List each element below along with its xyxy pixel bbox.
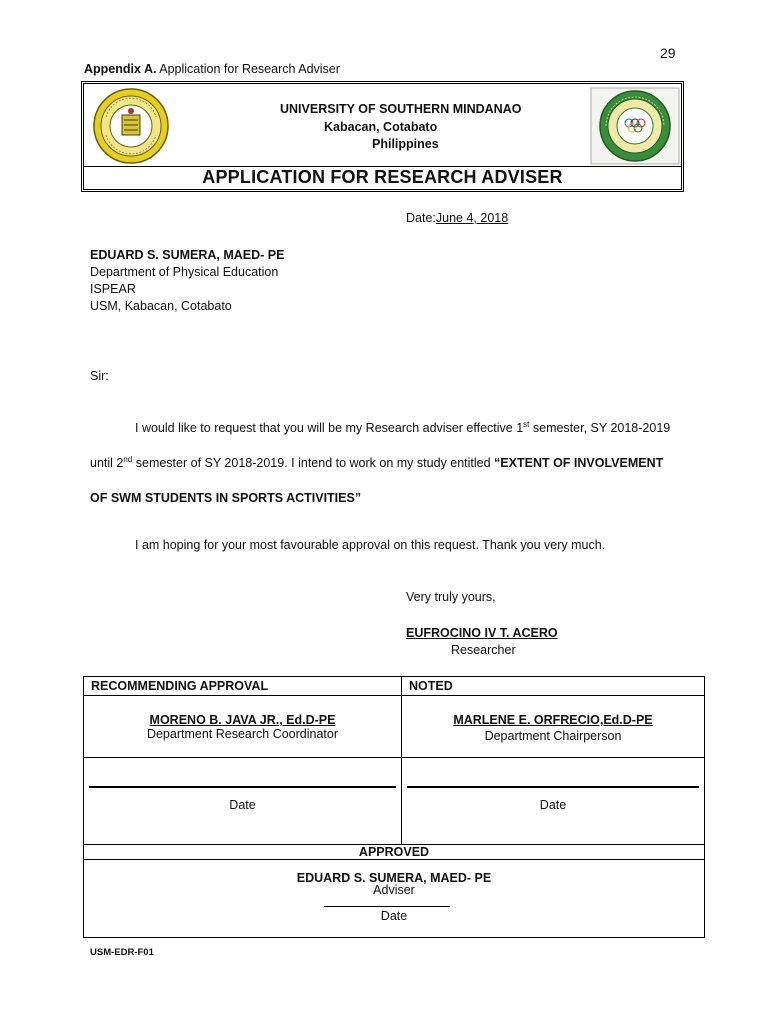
adviser-row — [84, 860, 705, 938]
appendix-caption — [84, 62, 340, 76]
date-label: Date: — [406, 211, 436, 225]
recipient-name: EDUARD S. SUMERA, MAED- PE — [90, 248, 285, 262]
salutation: Sir: — [90, 369, 109, 383]
recipient-department: Department of Physical Education — [90, 265, 279, 279]
appendix-title: Application for Research Adviser — [159, 62, 340, 76]
usm-seal-icon — [92, 87, 170, 165]
recipient-institute: ISPEAR — [90, 282, 136, 296]
page-number: 29 — [660, 45, 676, 61]
noter-date-cell — [402, 758, 705, 845]
para1-sup-a: st — [523, 419, 530, 429]
study-title-part-2: OF SWM STUDENTS IN SPORTS ACTIVITIES” — [90, 491, 362, 505]
date-row — [84, 758, 705, 845]
study-title-part-1: “EXTENT OF INVOLVEMENT — [494, 456, 664, 470]
approval-header-row — [84, 677, 705, 696]
para1-text-a-end: semester, SY 2018-2019 — [529, 421, 671, 435]
closing: Very truly yours, — [406, 590, 496, 604]
approval-table — [83, 676, 705, 938]
letter-date — [406, 211, 508, 225]
recommender-date-label: Date — [229, 798, 256, 812]
adviser-date-label: Date — [380, 909, 408, 923]
noter-name: MARLENE E. ORFRECIO,Ed.D-PE — [453, 713, 653, 727]
recommending-approval-header: RECOMMENDING APPROVAL — [84, 677, 402, 696]
adviser-role: Adviser — [373, 883, 415, 897]
signature-line — [89, 786, 396, 788]
para1-text-a: I would like to request that you will be my Research adviser effective 1 — [135, 421, 524, 435]
approved-header-row — [84, 845, 705, 860]
para1-text-b-mid: semester of SY 2018-2019. I intend to work on my study entitled — [132, 456, 495, 470]
recommender-cell — [84, 696, 402, 758]
body-paragraph-1-line-2 — [90, 456, 663, 470]
form-title: APPLICATION FOR RESEARCH ADVISER — [202, 167, 563, 187]
para1-sup-b: nd — [123, 454, 133, 464]
adviser-cell — [84, 860, 705, 938]
noter-role: Department Chairperson — [484, 729, 622, 743]
appendix-label: Appendix A. — [84, 62, 157, 76]
signature-line — [407, 786, 699, 788]
para1-text-b-start: until 2 — [90, 456, 124, 470]
noter-date-label: Date — [539, 798, 567, 812]
body-paragraph-1-line-1 — [135, 421, 670, 435]
noter-cell — [402, 696, 705, 758]
researcher-name: EUFROCINO IV T. ACERO — [406, 626, 558, 640]
recommender-name: MORENO B. JAVA JR., Ed.D-PE — [149, 713, 336, 727]
signatory-row — [84, 696, 705, 758]
adviser-name: EDUARD S. SUMERA, MAED- PE — [296, 871, 492, 885]
recommender-date-cell — [84, 758, 402, 845]
recipient-location: USM, Kabacan, Cotabato — [90, 299, 232, 313]
form-code: USM-EDR-F01 — [90, 947, 154, 958]
body-paragraph-2: I am hoping for your most favourable approval on this request. Thank you very much. — [135, 538, 606, 552]
recommender-role: Department Research Coordinator — [146, 727, 339, 741]
university-name: UNIVERSITY OF SOUTHERN MINDANAO — [280, 102, 522, 116]
college-seal-icon — [590, 87, 680, 165]
approved-header: APPROVED — [84, 845, 705, 860]
researcher-role: Researcher — [451, 643, 516, 657]
adviser-signature-line — [324, 906, 450, 907]
date-value: June 4, 2018 — [435, 211, 509, 225]
university-city: Kabacan, Cotabato — [324, 120, 438, 134]
university-country: Philippines — [372, 137, 439, 151]
noted-header: NOTED — [402, 677, 705, 696]
